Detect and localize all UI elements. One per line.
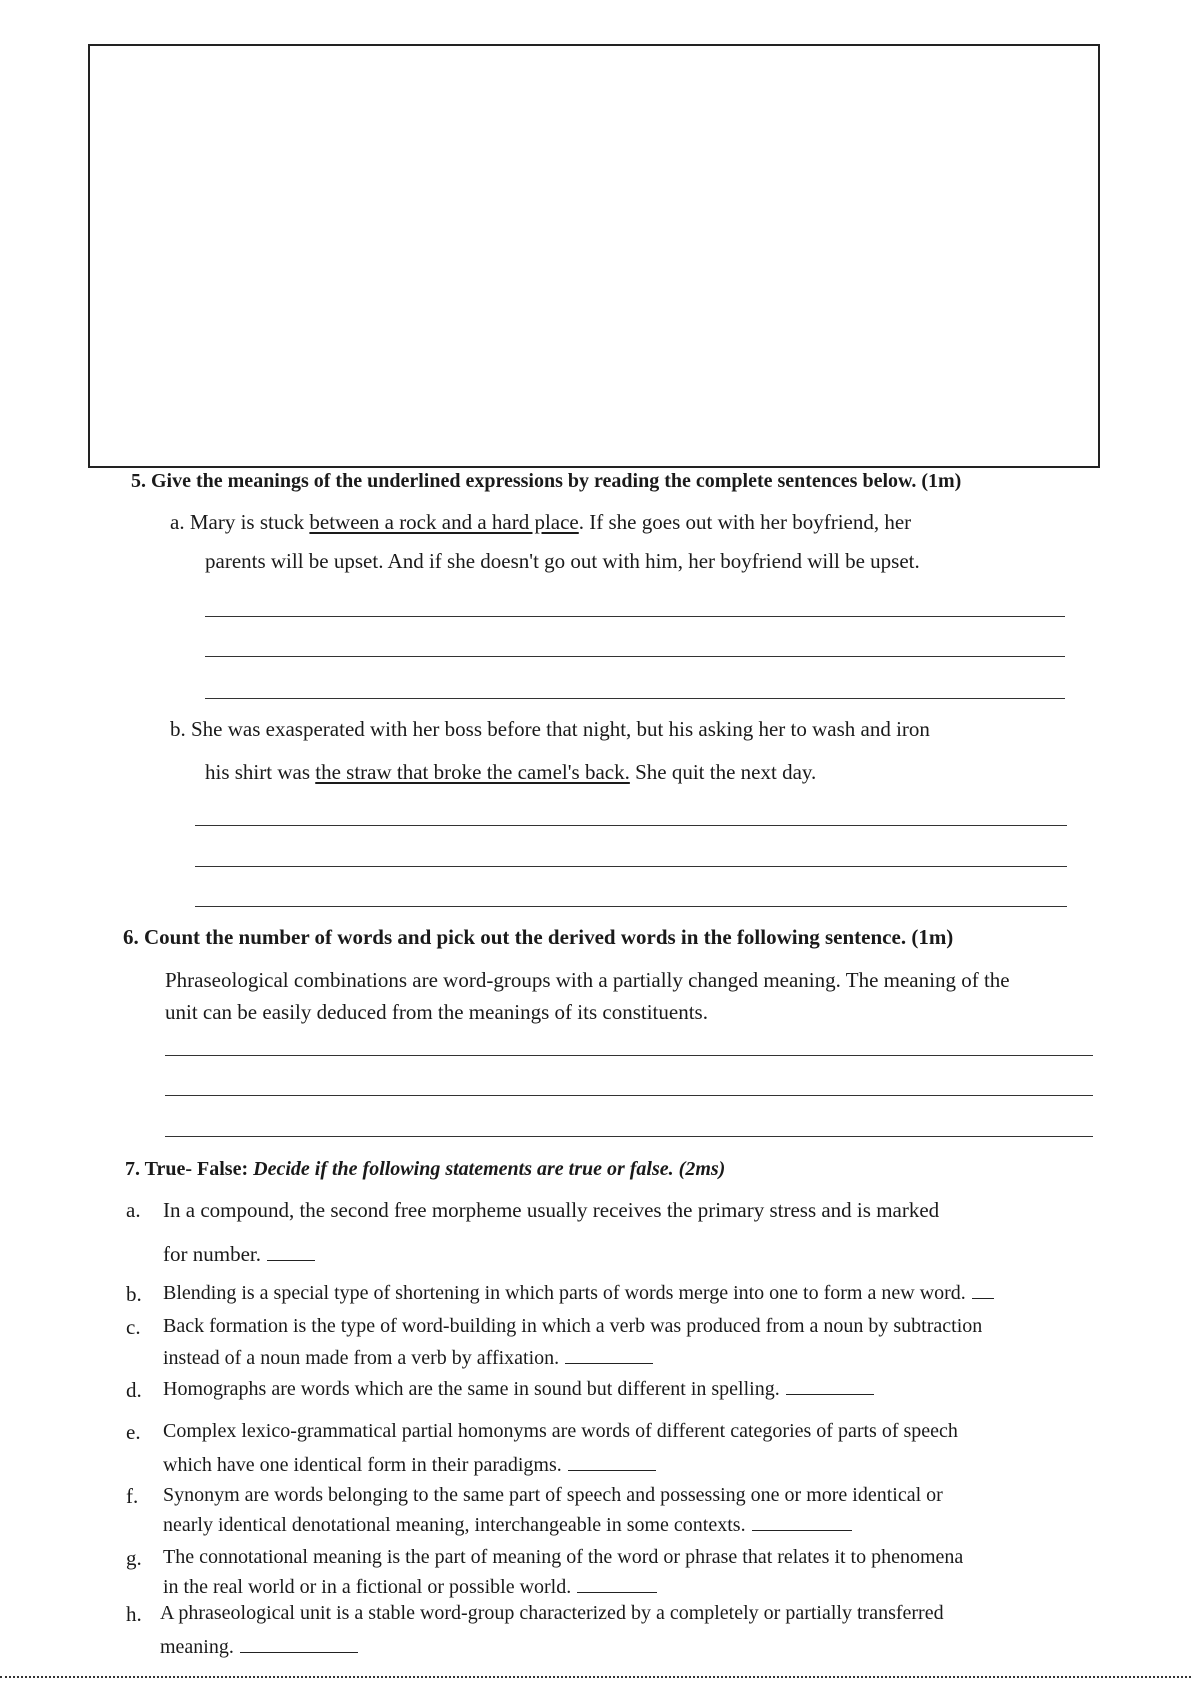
q7a-line2-text: for number. bbox=[163, 1242, 261, 1266]
q5a-pre: Mary is stuck bbox=[189, 510, 310, 534]
q7b-line1 bbox=[163, 1282, 994, 1305]
q7-heading-prefix: 7. True- False: bbox=[125, 1158, 254, 1180]
q5b-post: She quit the next day. bbox=[629, 760, 817, 784]
q6-answer-line-1[interactable] bbox=[165, 1055, 1093, 1056]
q5b-text: She was exasperated with her boss before that night, but his asking her to wash and iron bbox=[191, 717, 930, 741]
q7g-line1: The connotational meaning is the part of meaning of the word or phrase that relates it to phenomena bbox=[163, 1546, 964, 1568]
q7a-line2 bbox=[163, 1242, 315, 1267]
q6-heading: 6. Count the number of words and pick out the derived words in the following sentence. (1m) bbox=[123, 925, 954, 949]
q7a-marker: a. bbox=[126, 1198, 141, 1222]
q7d-answer-blank[interactable] bbox=[786, 1393, 874, 1395]
q6-answer-line-2[interactable] bbox=[165, 1095, 1093, 1096]
q5a-underlined-expression: between a rock and a hard place bbox=[309, 510, 579, 534]
q7h-answer-blank[interactable] bbox=[240, 1651, 358, 1653]
q7a-line1: In a compound, the second free morpheme usually receives the primary stress and is marked bbox=[163, 1198, 940, 1222]
q5b-line2 bbox=[205, 760, 816, 785]
q7e-marker: e. bbox=[126, 1420, 141, 1444]
q7f-answer-blank[interactable] bbox=[752, 1529, 852, 1531]
q7d-line1-text: Homographs are words which are the same in sound but different in spelling. bbox=[163, 1378, 780, 1400]
page-bottom-edge bbox=[0, 1676, 1191, 1678]
q5-heading: 5. Give the meanings of the underlined expressions by reading the complete sentences below. (1m) bbox=[131, 470, 962, 492]
q5b-answer-line-1[interactable] bbox=[195, 825, 1067, 826]
q7b-marker: b. bbox=[126, 1282, 142, 1306]
q5a-answer-line-1[interactable] bbox=[205, 616, 1065, 617]
q7h-line2 bbox=[160, 1636, 358, 1659]
q5a-answer-line-2[interactable] bbox=[205, 656, 1065, 657]
q5b-answer-line-3[interactable] bbox=[195, 906, 1067, 907]
q5a-line1 bbox=[170, 510, 911, 535]
q7e-answer-blank[interactable] bbox=[568, 1469, 656, 1471]
q7c-line1: Back formation is the type of word-building in which a verb was produced from a noun by subtraction bbox=[163, 1315, 983, 1337]
q7f-line2-text: nearly identical denotational meaning, interchangeable in some contexts. bbox=[163, 1514, 746, 1536]
q7-heading bbox=[125, 1158, 725, 1181]
q7f-marker: f. bbox=[126, 1484, 139, 1508]
q7h-line2-text: meaning. bbox=[160, 1636, 234, 1658]
q7f-line1: Synonym are words belonging to the same part of speech and possessing one or more identical or bbox=[163, 1484, 943, 1506]
q7-heading-instruction: Decide if the following statements are true or false. (2ms) bbox=[253, 1158, 726, 1180]
q6-line1: Phraseological combinations are word-groups with a partially changed meaning. The meaning of the bbox=[165, 968, 1010, 992]
q7c-line2-text: instead of a noun made from a verb by affixation. bbox=[163, 1347, 560, 1369]
q7g-line2-text: in the real world or in a fictional or possible world. bbox=[163, 1576, 572, 1598]
q7b-answer-blank[interactable] bbox=[972, 1297, 994, 1299]
q7d-marker: d. bbox=[126, 1378, 142, 1402]
q7h-line1: A phraseological unit is a stable word-group characterized by a completely or partially transferred bbox=[160, 1602, 944, 1624]
q7c-line2 bbox=[163, 1347, 653, 1370]
q5b-underlined-expression: the straw that broke the camel's back. bbox=[315, 760, 630, 784]
q7g-marker: g. bbox=[126, 1546, 142, 1570]
q7e-line2-text: which have one identical form in their paradigms. bbox=[163, 1454, 562, 1476]
q7g-answer-blank[interactable] bbox=[577, 1591, 657, 1593]
q7h-marker: h. bbox=[126, 1602, 142, 1626]
q7c-marker: c. bbox=[126, 1315, 141, 1339]
q7e-line1: Complex lexico-grammatical partial homonyms are words of different categories of parts of speech bbox=[163, 1420, 958, 1442]
q5a-answer-line-3[interactable] bbox=[205, 698, 1065, 699]
q5b-answer-line-2[interactable] bbox=[195, 866, 1067, 867]
q5b-line1 bbox=[170, 717, 930, 742]
answer-box[interactable] bbox=[88, 44, 1100, 468]
q5a-marker: a. bbox=[170, 510, 185, 534]
q7f-line2 bbox=[163, 1514, 852, 1537]
q5b-marker: b. bbox=[170, 717, 186, 741]
q5a-post: . If she goes out with her boyfriend, her bbox=[578, 510, 912, 534]
q5a-line2: parents will be upset. And if she doesn't go out with him, her boyfriend will be upset. bbox=[205, 549, 920, 573]
q7c-answer-blank[interactable] bbox=[565, 1362, 653, 1364]
q7e-line2 bbox=[163, 1454, 656, 1477]
q6-line2: unit can be easily deduced from the meanings of its constituents. bbox=[165, 1000, 708, 1024]
q7b-line1-text: Blending is a special type of shortening in which parts of words merge into one to form a new word. bbox=[163, 1282, 966, 1304]
q6-answer-line-3[interactable] bbox=[165, 1136, 1093, 1137]
q7d-line1 bbox=[163, 1378, 874, 1401]
q5b-pre: his shirt was bbox=[205, 760, 316, 784]
q7a-answer-blank[interactable] bbox=[267, 1259, 315, 1261]
q7g-line2 bbox=[163, 1576, 657, 1599]
